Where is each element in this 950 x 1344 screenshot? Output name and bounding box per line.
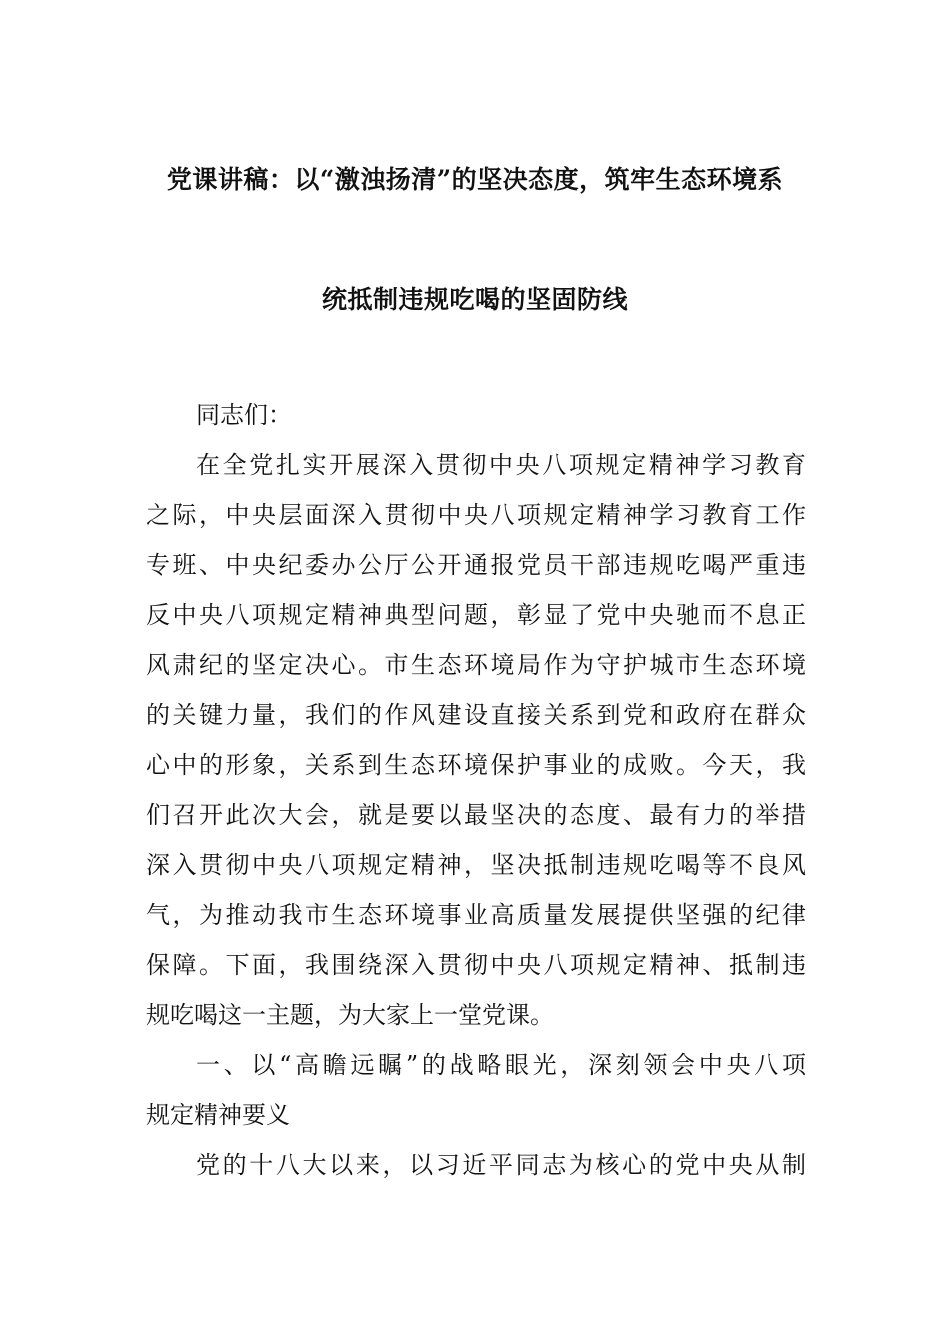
- document-title-line-1: 党课讲稿：以“激浊扬清”的坚决态度，筑牢生态环境系: [166, 165, 784, 194]
- section-heading-line: 规定精神要义: [146, 1101, 290, 1129]
- section-heading-line: 一、以“高瞻远瞩”的战略眼光，深刻领会中央八项: [196, 1051, 806, 1079]
- paragraph-line: 的关键力量，我们的作风建设直接关系到党和政府在群众: [146, 701, 806, 729]
- paragraph-line: 之际，中央层面深入贯彻中央八项规定精神学习教育工作: [146, 501, 806, 529]
- document-title-line-2: 统抵制违规吃喝的坚固防线: [321, 285, 628, 314]
- paragraph-line: 保障。下面，我围绕深入贯彻中央八项规定精神、抵制违: [146, 951, 806, 979]
- paragraph-line: 反中央八项规定精神典型问题，彰显了党中央驰而不息正: [146, 601, 806, 629]
- paragraph-line: 深入贯彻中央八项规定精神，坚决抵制违规吃喝等不良风: [146, 851, 806, 879]
- paragraph-line: 在全党扎实开展深入贯彻中央八项规定精神学习教育: [196, 451, 806, 479]
- paragraph-line: 风肃纪的坚定决心。市生态环境局作为守护城市生态环境: [146, 651, 806, 679]
- paragraph-line: 心中的形象，关系到生态环境保护事业的成败。今天，我: [146, 751, 806, 779]
- paragraph-line: 党的十八大以来，以习近平同志为核心的党中央从制: [196, 1151, 806, 1179]
- greeting: 同志们：: [196, 401, 292, 429]
- paragraph-line: 气，为推动我市生态环境事业高质量发展提供坚强的纪律: [146, 901, 806, 929]
- paragraph-line: 规吃喝这一主题，为大家上一堂党课。: [146, 1001, 554, 1029]
- paragraph-line: 们召开此次大会，就是要以最坚决的态度、最有力的举措: [146, 801, 806, 829]
- paragraph-line: 专班、中央纪委办公厅公开通报党员干部违规吃喝严重违: [146, 551, 806, 579]
